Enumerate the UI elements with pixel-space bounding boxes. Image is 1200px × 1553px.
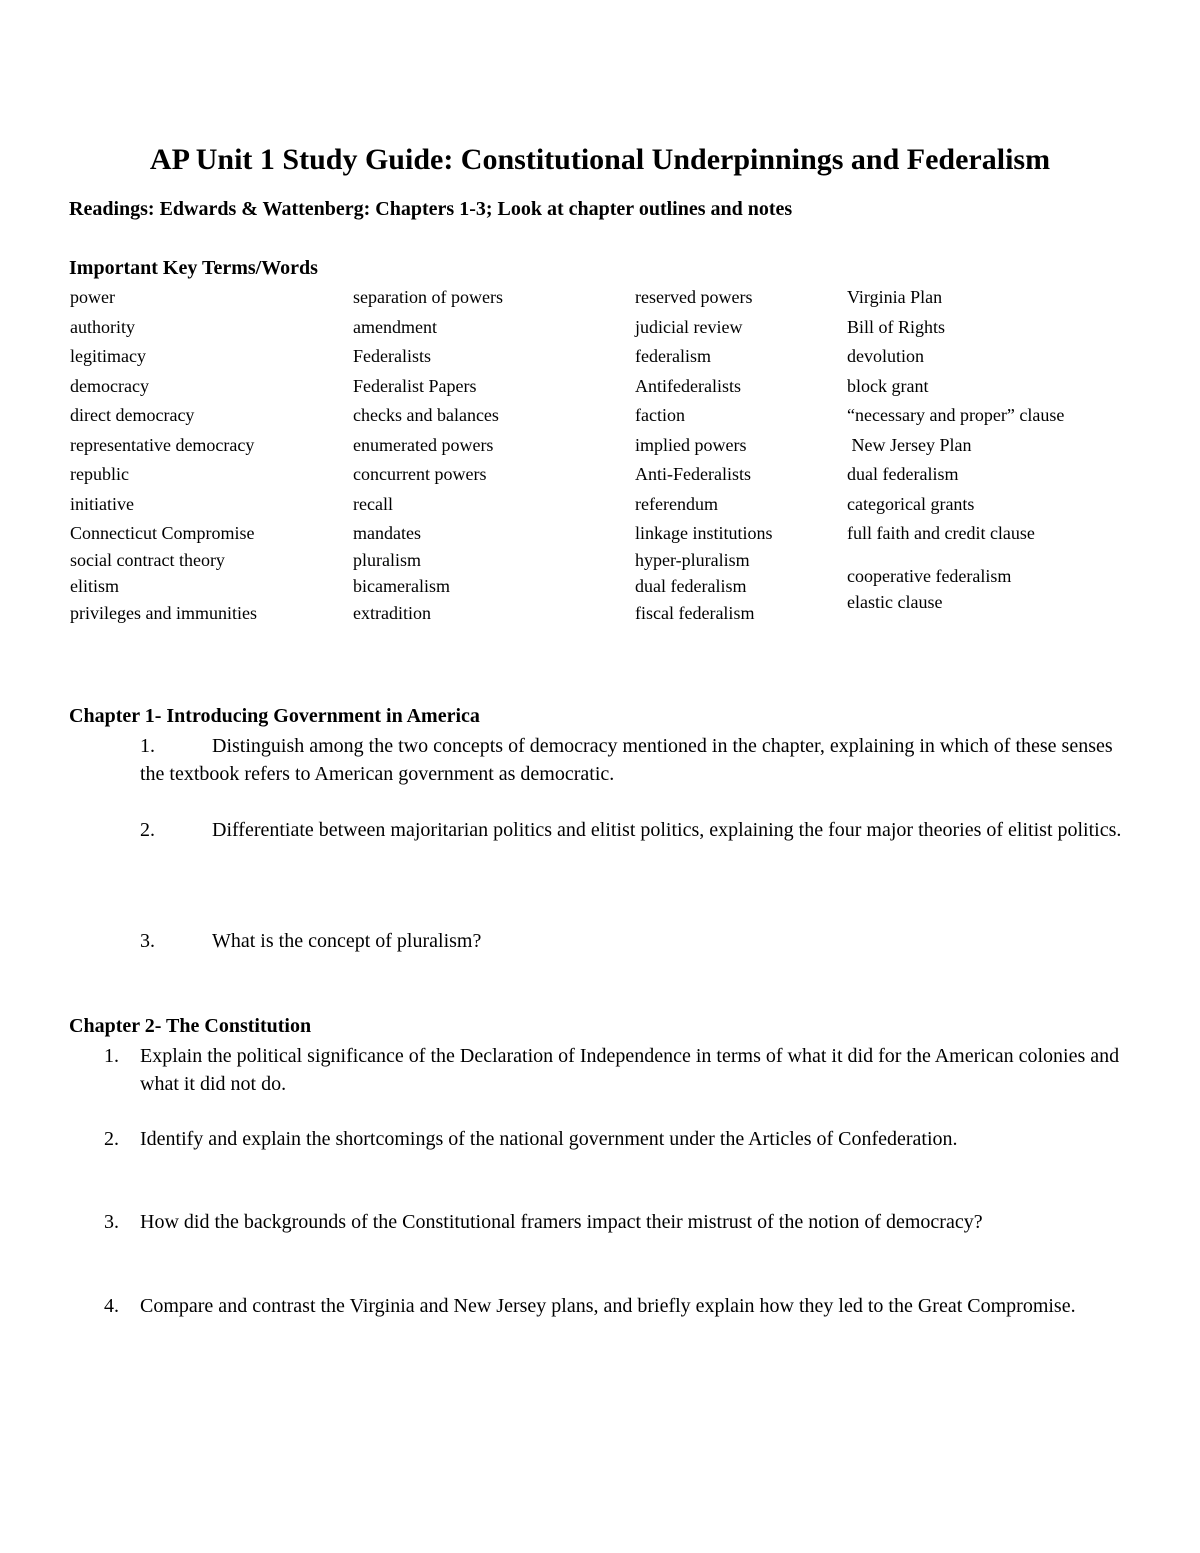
terms-column-4 bbox=[847, 283, 1064, 615]
term-item: amendment bbox=[353, 316, 437, 337]
question-text: Differentiate between majoritarian politics and elitist politics, explaining the four major theories of elitist politics. bbox=[212, 819, 1122, 841]
question-text: How did the backgrounds of the Constitutional framers impact their mistrust of the notion of democracy? bbox=[140, 1211, 983, 1233]
term-item: initiative bbox=[70, 493, 134, 514]
term-item: authority bbox=[70, 316, 135, 337]
term-item: referendum bbox=[635, 493, 718, 514]
term-item: concurrent powers bbox=[353, 464, 487, 484]
term-item: hyper-pluralism bbox=[635, 549, 750, 570]
chapter-2-heading: Chapter 2- The Constitution bbox=[69, 1015, 312, 1037]
question-number: 1. bbox=[104, 1045, 119, 1067]
chapter-1-question-2 bbox=[140, 816, 1130, 844]
question-text: Compare and contrast the Virginia and New Jersey plans, and briefly explain how they led to the Great Compromise. bbox=[140, 1295, 1076, 1317]
term-item: implied powers bbox=[635, 434, 747, 455]
term-item: separation of powers bbox=[353, 287, 503, 307]
question-number: 3. bbox=[140, 930, 155, 952]
term-item: cooperative federalism bbox=[847, 565, 1012, 586]
chapter-2-question-1 bbox=[104, 1042, 1130, 1098]
term-item: pluralism bbox=[353, 549, 421, 570]
term-item: Virginia Plan bbox=[847, 287, 943, 307]
term-item: Federalist Papers bbox=[353, 375, 477, 396]
key-terms-heading: Important Key Terms/Words bbox=[69, 257, 318, 279]
term-item: extradition bbox=[353, 602, 431, 623]
term-item: representative democracy bbox=[70, 434, 255, 455]
question-number: 2. bbox=[104, 1128, 119, 1150]
term-item: full faith and credit clause bbox=[847, 523, 1035, 543]
chapter-1-question-3 bbox=[140, 927, 1130, 955]
term-item: dual federalism bbox=[635, 576, 747, 596]
chapter-2-question-2 bbox=[104, 1125, 1130, 1153]
term-item: Bill of Rights bbox=[847, 316, 946, 337]
document-title: AP Unit 1 Study Guide: Constitutional Underpinnings and Federalism bbox=[149, 143, 1051, 176]
term-item: direct democracy bbox=[70, 405, 195, 425]
terms-column-3 bbox=[635, 283, 773, 625]
term-item: Antifederalists bbox=[635, 375, 741, 396]
terms-column-2 bbox=[353, 283, 503, 625]
term-item: legitimacy bbox=[70, 346, 146, 366]
term-item: New Jersey Plan bbox=[847, 434, 972, 455]
term-item: Connecticut Compromise bbox=[70, 523, 255, 543]
term-item: social contract theory bbox=[70, 549, 225, 570]
term-item: elitism bbox=[70, 576, 119, 596]
term-item: democracy bbox=[70, 375, 149, 396]
term-item: privileges and immunities bbox=[70, 602, 257, 623]
question-number: 2. bbox=[140, 819, 155, 841]
chapter-1-question-1 bbox=[140, 732, 1130, 788]
question-text: What is the concept of pluralism? bbox=[212, 930, 482, 952]
term-item: checks and balances bbox=[353, 405, 499, 425]
term-item: mandates bbox=[353, 523, 421, 543]
chapter-2-question-4 bbox=[104, 1292, 1130, 1320]
question-text: Identify and explain the shortcomings of the national government under the Articles of Confederation. bbox=[140, 1128, 958, 1150]
question-number: 1. bbox=[140, 735, 155, 757]
term-item: devolution bbox=[847, 346, 924, 366]
term-item: dual federalism bbox=[847, 464, 959, 484]
term-item: federalism bbox=[635, 346, 711, 366]
chapter-1-heading: Chapter 1- Introducing Government in America bbox=[69, 705, 480, 727]
terms-column-1 bbox=[70, 283, 257, 625]
term-item: republic bbox=[70, 464, 129, 484]
term-item: block grant bbox=[847, 375, 929, 396]
question-number: 3. bbox=[104, 1211, 119, 1233]
term-item: elastic clause bbox=[847, 592, 943, 612]
term-item: bicameralism bbox=[353, 576, 450, 596]
term-item: linkage institutions bbox=[635, 523, 773, 543]
term-item: “necessary and proper” clause bbox=[847, 405, 1065, 425]
term-item: categorical grants bbox=[847, 493, 975, 514]
term-item: fiscal federalism bbox=[635, 602, 755, 623]
question-text: Explain the political significance of the Declaration of Independence in terms of what it did for the American colonies and what it did not do. bbox=[140, 1045, 1120, 1095]
term-item: enumerated powers bbox=[353, 434, 494, 455]
readings-line: Readings: Edwards & Wattenberg: Chapters 1-3; Look at chapter outlines and notes bbox=[69, 198, 793, 220]
term-item: faction bbox=[635, 405, 685, 425]
term-item: reserved powers bbox=[635, 287, 753, 307]
chapter-2-question-3 bbox=[104, 1208, 1130, 1236]
term-item: Anti-Federalists bbox=[635, 464, 751, 484]
term-item: judicial review bbox=[635, 316, 743, 337]
term-item: power bbox=[70, 287, 115, 307]
question-text: Distinguish among the two concepts of democracy mentioned in the chapter, explaining in which of these senses the textbook refers to American government as democratic. bbox=[140, 735, 1113, 785]
term-item: recall bbox=[353, 493, 393, 514]
term-item: Federalists bbox=[353, 346, 431, 366]
question-number: 4. bbox=[104, 1295, 119, 1317]
